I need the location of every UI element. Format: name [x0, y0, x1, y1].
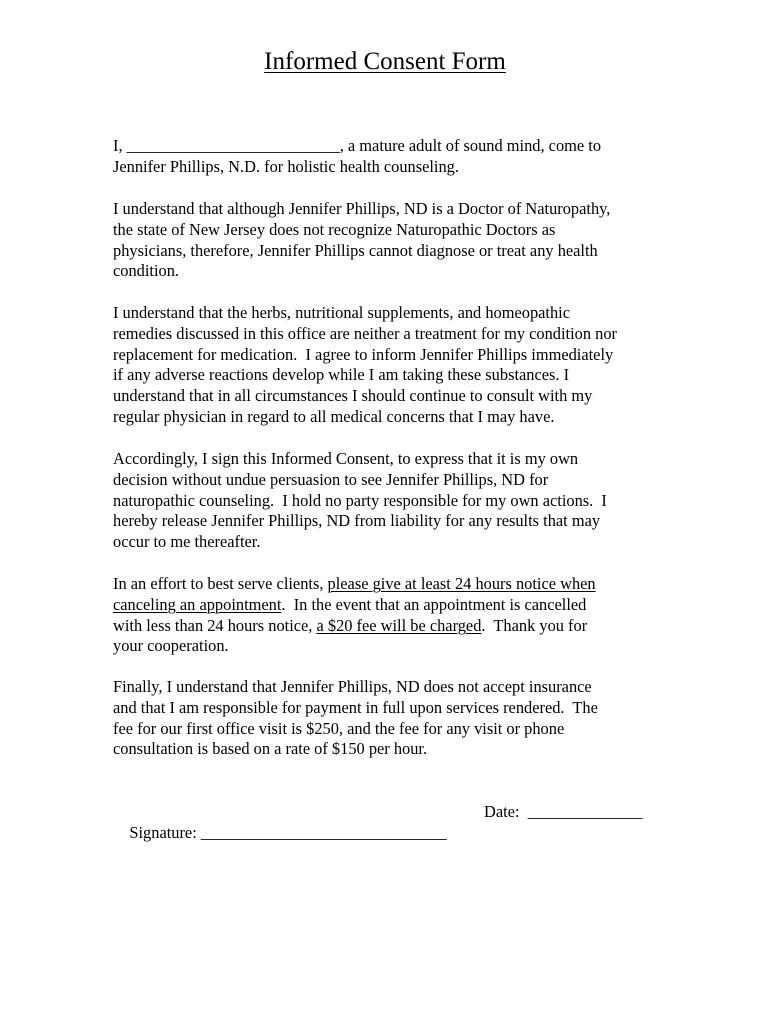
naturopathy-line-1: I understand that although Jennifer Phillips, ND is a Doctor of Naturopathy,	[113, 199, 611, 218]
cancellation-line-4: your cooperation.	[113, 636, 229, 656]
paragraph-payment	[113, 677, 673, 760]
date-field	[484, 802, 642, 823]
cancellation-line-1	[113, 574, 673, 595]
cancellation-line-2	[113, 595, 673, 616]
cancellation-line-3	[113, 616, 673, 637]
remedies-line-3: replacement for medication. I agree to inform Jennifer Phillips immediately	[113, 344, 614, 364]
remedies-line-1: I understand that the herbs, nutritional supplements, and homeopathic	[113, 303, 571, 322]
release-line-1: Accordingly, I sign this Informed Consent, to express that it is my own	[113, 449, 579, 468]
remedies-line-5: understand that in all circumstances I should continue to consult with my	[113, 386, 593, 406]
paragraph-remedies	[113, 303, 673, 428]
cancellation-fee-underlined: a $20 fee will be charged	[316, 615, 482, 635]
cancellation-notice-underlined: please give at least 24 hours notice when	[327, 574, 596, 593]
signature-line[interactable]: ______________________________	[200, 822, 447, 842]
signature-field	[129, 823, 446, 842]
release-line-2: decision without undue persuasion to see Jennifer Phillips, ND for	[113, 469, 549, 489]
signature-label: Signature:	[129, 822, 201, 842]
naturopathy-line-2: the state of New Jersey does not recognize Naturopathic Doctors as	[113, 219, 556, 239]
payment-line-4: consultation is based on a rate of $150 per hour.	[113, 739, 428, 759]
paragraph-naturopathy	[113, 199, 673, 282]
remedies-line-6: regular physician in regard to all medical concerns that I may have.	[113, 406, 555, 426]
cancellation-line-3-text: with less than 24 hours notice,	[113, 615, 317, 635]
naturopathy-line-4: condition.	[113, 261, 180, 281]
date-line[interactable]: ______________	[527, 802, 643, 821]
release-line-3: naturopathic counseling. I hold no party responsible for my own actions. I	[113, 490, 607, 510]
paragraph-release	[113, 449, 673, 553]
cancellation-line-1-text: In an effort to best serve clients,	[113, 574, 328, 593]
cancellation-line-2-text: . In the event that an appointment is cancelled	[281, 594, 587, 614]
page-title: Informed Consent Form	[264, 48, 506, 75]
intro-line-1: I, __________________________, a mature adult of sound mind, come to	[113, 136, 602, 155]
cancellation-appointment-underlined: canceling an appointment	[113, 594, 282, 614]
payment-line-2: and that I am responsible for payment in full upon services rendered. The	[113, 697, 598, 717]
payment-line-3: fee for our first office visit is $250, and the fee for any visit or phone	[113, 718, 565, 738]
remedies-line-2: remedies discussed in this office are neither a treatment for my condition nor	[113, 323, 618, 343]
signature-row	[113, 802, 673, 885]
paragraph-intro	[113, 136, 673, 178]
intro-line-2: Jennifer Phillips, N.D. for holistic health counseling.	[113, 156, 459, 176]
cancellation-line-3-end: . Thank you for	[481, 615, 588, 635]
payment-line-1: Finally, I understand that Jennifer Phillips, ND does not accept insurance	[113, 677, 592, 696]
remedies-line-4: if any adverse reactions develop while I am taking these substances. I	[113, 365, 570, 385]
date-label: Date:	[484, 802, 528, 821]
paragraph-cancellation	[113, 574, 673, 657]
release-line-4: hereby release Jennifer Phillips, ND from liability for any results that may	[113, 511, 601, 531]
release-line-5: occur to me thereafter.	[113, 532, 261, 552]
naturopathy-line-3: physicians, therefore, Jennifer Phillips cannot diagnose or treat any health	[113, 240, 598, 260]
